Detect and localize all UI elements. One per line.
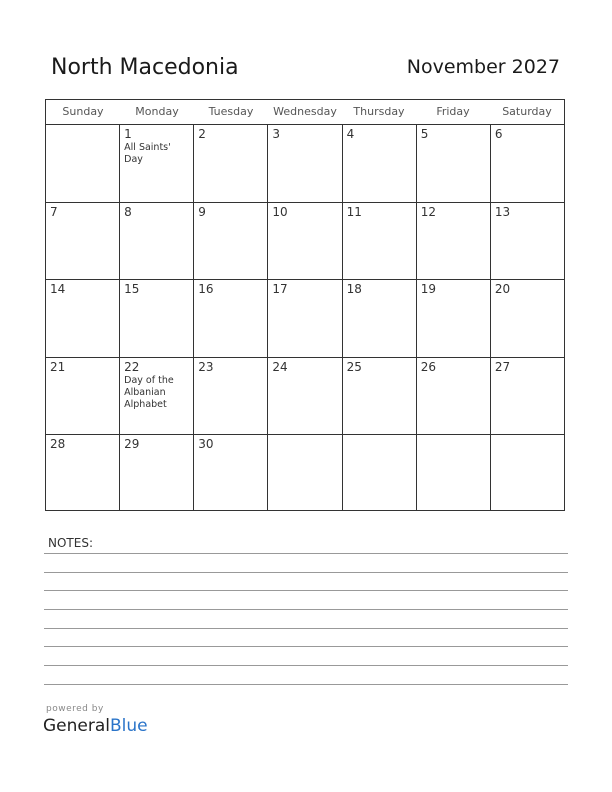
weekday-thursday: Thursday (353, 105, 405, 118)
day-cell (46, 125, 120, 202)
weekday-friday: Friday (436, 105, 470, 118)
day-number: 10 (272, 204, 288, 219)
day-cell (120, 280, 194, 357)
week-row-3 (46, 280, 564, 358)
day-cell (268, 358, 342, 435)
day-number: 9 (198, 204, 206, 219)
notes-label: NOTES: (48, 536, 93, 550)
day-cell (194, 435, 268, 511)
day-number: 2 (198, 127, 206, 141)
day-cell (491, 125, 564, 202)
day-number: 1 (124, 127, 132, 141)
day-cell (491, 280, 564, 357)
day-cell (120, 358, 194, 435)
weekday-wednesday: Wednesday (273, 105, 337, 118)
weekday-tuesday: Tuesday (208, 105, 254, 118)
day-cell (417, 435, 491, 511)
notes-line (44, 646, 568, 647)
day-cell (417, 358, 491, 435)
day-number: 28 (50, 437, 66, 451)
week-row-2 (46, 203, 564, 281)
day-number: 16 (198, 282, 214, 296)
day-cell (343, 435, 417, 511)
notes-line (44, 572, 568, 573)
week-row-4 (46, 358, 564, 436)
day-number: 27 (494, 359, 511, 374)
week-row-5 (46, 435, 564, 511)
day-cell (46, 435, 120, 511)
notes-line (44, 628, 568, 629)
day-number: 6 (494, 127, 503, 141)
day-cell (194, 358, 268, 435)
day-cell (120, 125, 194, 202)
day-cell (343, 280, 417, 357)
day-cell (120, 203, 194, 280)
day-number: 21 (50, 359, 66, 374)
day-number: 19 (420, 282, 436, 296)
notes-line (44, 590, 568, 591)
calendar-grid (45, 99, 565, 511)
day-number: 13 (494, 204, 511, 219)
weekday-header (46, 100, 564, 125)
week-row-1 (46, 125, 564, 203)
day-number: 8 (124, 204, 132, 219)
holiday-label: Day of the Albanian Alphabet (124, 374, 174, 410)
day-cell (120, 435, 194, 511)
day-number: 11 (346, 204, 362, 219)
day-cell (491, 358, 564, 435)
day-number: 24 (272, 359, 288, 374)
country-title: North Macedonia (51, 55, 239, 80)
day-cell (46, 203, 120, 280)
day-number: 22 (124, 359, 140, 374)
day-cell (417, 203, 491, 280)
day-number: 26 (420, 359, 436, 374)
day-cell (343, 203, 417, 280)
day-number: 23 (198, 359, 214, 374)
notes-line (44, 553, 568, 554)
day-number: 17 (272, 282, 288, 296)
powered-by-text: powered by (46, 704, 104, 714)
month-title: November 2027 (406, 56, 560, 78)
day-cell (194, 125, 268, 202)
day-cell (194, 280, 268, 357)
notes-line (44, 609, 568, 610)
day-number: 4 (346, 127, 355, 141)
day-cell (46, 280, 120, 357)
brand-general: General (43, 716, 110, 736)
day-number: 15 (124, 282, 140, 296)
weekday-saturday: Saturday (502, 105, 552, 118)
day-cell (268, 435, 342, 511)
brand-blue: Blue (110, 716, 148, 736)
day-cell (417, 280, 491, 357)
day-cell (46, 358, 120, 435)
holiday-label: All Saints' Day (124, 142, 171, 165)
generalblue-logo (43, 716, 148, 736)
day-cell (343, 358, 417, 435)
day-cell (491, 203, 564, 280)
day-number: 30 (198, 437, 214, 451)
day-cell (343, 125, 417, 202)
day-number: 25 (346, 359, 362, 374)
notes-line (44, 665, 568, 666)
day-number: 7 (50, 204, 58, 219)
day-number: 29 (124, 437, 140, 451)
day-number: 20 (494, 282, 511, 296)
weekday-monday: Monday (135, 105, 179, 118)
day-cell (194, 203, 268, 280)
day-cell (491, 435, 564, 511)
day-cell (417, 125, 491, 202)
day-number: 14 (50, 282, 66, 296)
day-cell (268, 203, 342, 280)
day-number: 5 (420, 127, 429, 141)
notes-line (44, 684, 568, 685)
day-cell (268, 280, 342, 357)
weekday-sunday: Sunday (62, 105, 104, 118)
day-number: 3 (272, 127, 281, 141)
day-number: 12 (420, 204, 436, 219)
day-cell (268, 125, 342, 202)
day-number: 18 (346, 282, 362, 296)
